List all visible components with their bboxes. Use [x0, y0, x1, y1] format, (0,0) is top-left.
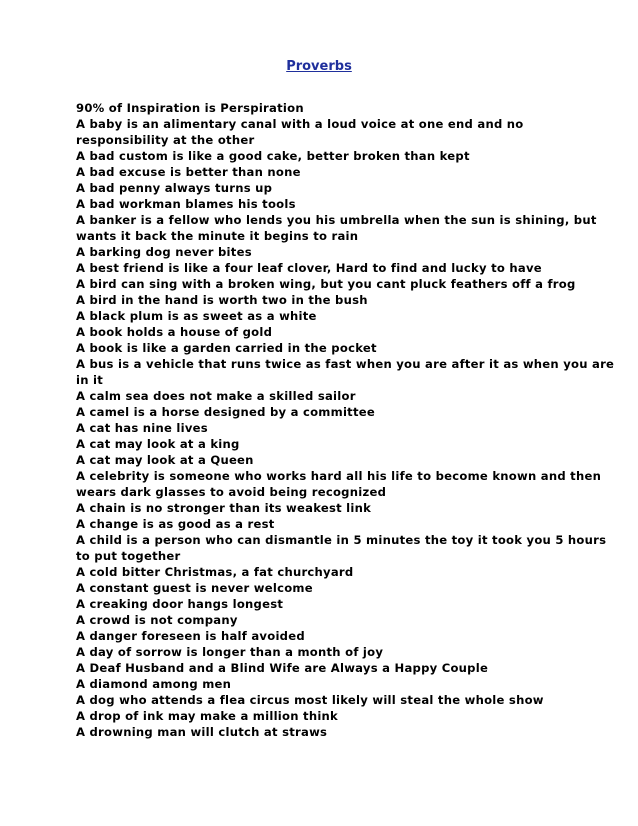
- proverb-line: A cat has nine lives: [76, 421, 208, 435]
- proverb-line: A change is as good as a rest: [76, 517, 275, 531]
- proverb-line: A bus is a vehicle that runs twice as fast when you are after it as when you are: [76, 357, 615, 371]
- proverb-line: A drowning man will clutch at straws: [76, 725, 328, 739]
- proverb-line: A bad custom is like a good cake, better broken than kept: [76, 149, 470, 163]
- proverb-line: A black plum is as sweet as a white: [76, 309, 317, 323]
- proverb-line: A dog who attends a flea circus most likely will steal the whole show: [76, 693, 544, 707]
- proverb-line: A book holds a house of gold: [76, 325, 273, 339]
- proverb-line: A bad penny always turns up: [76, 181, 273, 195]
- proverb-line: in it: [76, 373, 104, 387]
- proverb-line: A camel is a horse designed by a committee: [76, 405, 375, 419]
- proverb-line: A Deaf Husband and a Blind Wife are Always a Happy Couple: [76, 661, 489, 675]
- proverb-line: A constant guest is never welcome: [76, 581, 313, 595]
- proverb-line: A day of sorrow is longer than a month of joy: [76, 645, 384, 659]
- proverb-line: A barking dog never bites: [76, 245, 252, 259]
- page-title: Proverbs: [286, 59, 352, 74]
- proverb-line: A bird in the hand is worth two in the bush: [76, 293, 368, 307]
- proverb-line: A baby is an alimentary canal with a loud voice at one end and no: [76, 117, 524, 131]
- proverb-line: A bird can sing with a broken wing, but you cant pluck feathers off a frog: [76, 277, 576, 291]
- proverb-line: A book is like a garden carried in the pocket: [76, 341, 377, 355]
- proverb-line: A bad excuse is better than none: [76, 165, 301, 179]
- proverb-line: wears dark glasses to avoid being recognized: [76, 485, 387, 499]
- proverb-line: A cold bitter Christmas, a fat churchyard: [76, 565, 354, 579]
- proverb-line: responsibility at the other: [76, 133, 255, 147]
- proverb-line: A celebrity is someone who works hard all his life to become known and then: [76, 469, 602, 483]
- proverb-line: A cat may look at a king: [76, 437, 240, 451]
- proverb-list: [76, 100, 615, 740]
- proverb-line: A banker is a fellow who lends you his umbrella when the sun is shining, but: [76, 213, 597, 227]
- proverb-line: A child is a person who can dismantle in 5 minutes the toy it took you 5 hours: [76, 533, 607, 547]
- proverb-line: A crowd is not company: [76, 613, 238, 627]
- proverb-line: to put together: [76, 549, 181, 563]
- proverb-line: A bad workman blames his tools: [76, 197, 296, 211]
- proverb-line: A best friend is like a four leaf clover, Hard to find and lucky to have: [76, 261, 542, 275]
- proverb-line: 90% of Inspiration is Perspiration: [76, 101, 304, 115]
- proverb-line: A creaking door hangs longest: [76, 597, 284, 611]
- proverb-line: A diamond among men: [76, 677, 232, 691]
- proverb-line: wants it back the minute it begins to rain: [76, 229, 359, 243]
- proverb-line: A chain is no stronger than its weakest link: [76, 501, 372, 515]
- proverb-line: A calm sea does not make a skilled sailor: [76, 389, 356, 403]
- proverb-line: A danger foreseen is half avoided: [76, 629, 305, 643]
- proverb-line: A drop of ink may make a million think: [76, 709, 339, 723]
- proverb-line: A cat may look at a Queen: [76, 453, 254, 467]
